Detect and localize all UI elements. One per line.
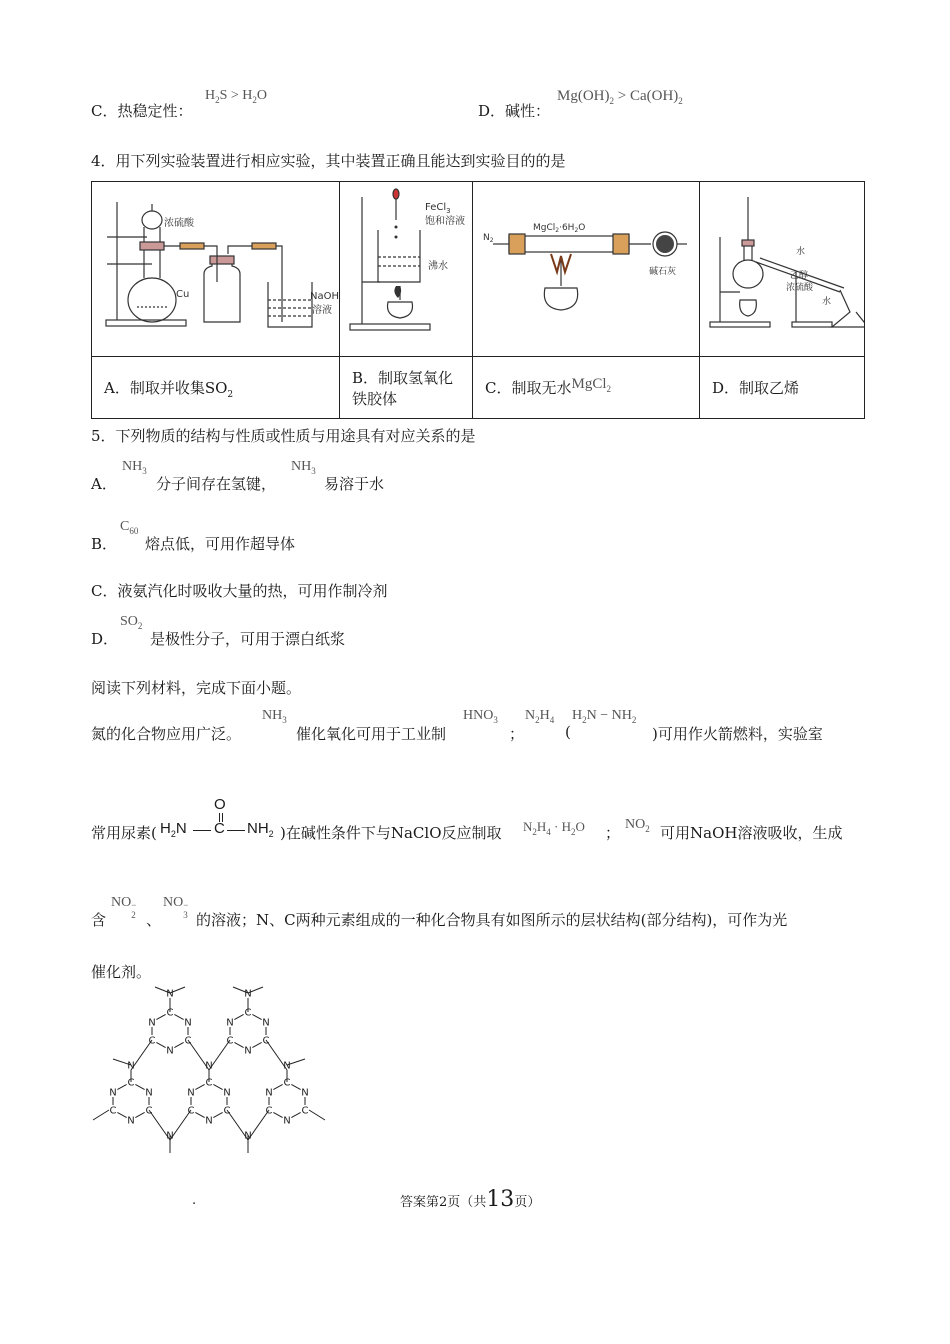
q3-option-c-formula: $H_2S > H_2O$ <box>205 88 268 105</box>
bond-line <box>291 1084 300 1089</box>
bond-line <box>252 1042 261 1047</box>
carbon-atom: C <box>265 1105 273 1117</box>
bond-line <box>291 1112 300 1117</box>
q3-option-c-label: C．热稳定性： <box>91 102 193 120</box>
q4-option-c: C．制取无水MgCl$_2$ <box>473 357 700 419</box>
nitrogen-atom: N <box>301 1087 309 1099</box>
nitrogen-atom: N <box>127 1115 135 1127</box>
nitrogen-atom: N <box>148 1017 156 1029</box>
fig-b-label-fecl3: FeCl$_3$ <box>425 202 451 215</box>
nitrogen-atom: N <box>244 1045 252 1057</box>
bond-line <box>195 1084 204 1089</box>
figure-d-cell <box>700 182 865 357</box>
q3-option-d-label: D．碱性： <box>478 102 551 120</box>
material-p1-a: 氮的化合物应用广泛。 <box>91 725 242 743</box>
bond-line <box>117 1112 126 1117</box>
nitrogen-atom: N <box>166 1045 174 1057</box>
bond-line <box>117 1084 126 1089</box>
carbon-atom: C <box>109 1105 117 1117</box>
nitrogen-atom: N <box>145 1087 153 1099</box>
material-p4: 催化剂。 <box>91 963 152 981</box>
q5-option-d-label: D． <box>91 630 119 648</box>
carbon-atom: C <box>205 1077 213 1089</box>
bond-line <box>174 1014 183 1019</box>
nitrogen-atom: N <box>166 988 174 1000</box>
nitrogen-atom: N <box>166 1130 174 1142</box>
bond-line <box>156 1014 165 1019</box>
apparatus-c-figure <box>473 182 699 352</box>
fig-a-label-cu: Cu <box>176 289 190 300</box>
bond-line <box>195 1112 204 1117</box>
bond-line <box>234 1014 243 1019</box>
q5-option-d-formula: $SO_2$ <box>120 614 143 631</box>
nitrogen-atom: N <box>109 1087 117 1099</box>
carbon-atom: C <box>127 1077 135 1089</box>
q3-option-d-formula: $Mg(OH)_2 > Ca(OH)_2$ <box>557 88 683 106</box>
carbon-atom: C <box>226 1035 234 1047</box>
nitrogen-atom: N <box>223 1087 231 1099</box>
material-p2-b: )在碱性条件下与NaClO反应制取 <box>280 824 502 842</box>
bond-line <box>156 1042 165 1047</box>
bond-line <box>135 1112 144 1117</box>
nitrogen-atom: N <box>184 1017 192 1029</box>
q5-option-a-label: A． <box>91 475 117 493</box>
nitrogen-atom: N <box>205 1115 213 1127</box>
nitrogen-atom: N <box>187 1087 195 1099</box>
material-p1-c: )可用作火箭燃料，实验室 <box>652 725 823 743</box>
carbon-atom: C <box>184 1035 192 1047</box>
q5-option-a-text-2: 易溶于水 <box>324 475 385 493</box>
nitrogen-atom: N <box>283 1060 291 1072</box>
q5-option-b-text: 熔点低，可用作超导体 <box>145 535 296 553</box>
q5-option-a-text-1: 分子间存在氢键， <box>156 475 277 493</box>
material-p2-hydrazine-hydrate: $N_2H_4 \cdot H_2O$ <box>523 819 585 837</box>
bond-line <box>174 1042 183 1047</box>
fig-b-label-boiling-water: 沸水 <box>428 261 448 272</box>
carbon-atom: C <box>262 1035 270 1047</box>
fig-d-label-water-in: 水 <box>796 247 806 257</box>
carbon-atom: C <box>148 1035 156 1047</box>
carbon-atom: C <box>166 1007 174 1019</box>
fig-d-label-ethanol: 乙醇 <box>790 271 809 281</box>
urea-bond-left <box>193 830 211 831</box>
q4-option-b: B．制取氢氧化 铁胶体 <box>340 357 473 419</box>
nitrogen-atom: N <box>265 1087 273 1099</box>
nitrogen-atom: N <box>205 1060 213 1072</box>
material-p3-nitrate: NO − 3 <box>163 895 189 920</box>
carbon-nitride-structure <box>85 985 345 1160</box>
experiment-table <box>91 181 865 419</box>
material-p3-separator: 、 <box>146 911 162 929</box>
carbon-atom: C <box>223 1105 231 1117</box>
urea-bond-right <box>227 830 245 831</box>
nitrogen-atom: N <box>283 1115 291 1127</box>
material-p3-b: 的溶液；N、C两种元素组成的一种化合物具有如图所示的层状结构(部分结构)，可作为光 <box>196 911 788 929</box>
q4-option-a: A．制取并收集$SO_2$ <box>92 357 340 419</box>
carbon-atom: C <box>301 1105 309 1117</box>
q5-option-b-formula: $C_{60}$ <box>120 519 139 536</box>
q4-stem: 4．用下列实验装置进行相应实验，其中装置正确且能达到实验目的的是 <box>91 152 566 170</box>
q5-option-a-formula-1: $NH_3$ <box>122 459 147 476</box>
material-p2-c: 可用NaOH溶液吸收，生成 <box>660 824 843 842</box>
bond-line <box>213 1084 222 1089</box>
q4-option-d: D．制取乙烯 <box>700 357 865 419</box>
material-p1-paren: ( <box>565 723 571 741</box>
material-p2-semicolon: ； <box>605 824 621 842</box>
material-intro: 阅读下列材料，完成下面小题。 <box>91 679 302 697</box>
urea-oxygen: O <box>214 796 226 813</box>
nitrogen-atom: N <box>244 988 252 1000</box>
apparatus-b-figure <box>340 182 472 352</box>
q5-stem: 5．下列物质的结构与性质或性质与用途具有对应关系的是 <box>91 427 476 445</box>
q5-option-a-formula-2: $NH_3$ <box>291 459 316 476</box>
fig-b-label-saturated: 饱和溶液 <box>425 216 465 227</box>
urea-left-group: $H_2N$ <box>160 820 187 839</box>
material-p1-hno3: $HNO_3$ <box>463 708 498 725</box>
carbon-atom: C <box>145 1105 153 1117</box>
nitrogen-atom: N <box>262 1017 270 1029</box>
fig-a-label-naoh: NaOH <box>310 291 339 302</box>
footer-dot: . <box>192 1193 197 1208</box>
material-p2-a: 常用尿素( <box>91 824 157 842</box>
nitrogen-atom: N <box>127 1060 135 1072</box>
figure-a-cell <box>92 182 340 357</box>
fig-c-label-soda-lime: 碱石灰 <box>649 267 677 277</box>
bond-line <box>273 1084 282 1089</box>
carbon-atom: C <box>283 1077 291 1089</box>
urea-structure <box>160 796 280 844</box>
fig-c-label-mgcl2: $MgCl_2\cdot 6H_2O$ <box>533 223 586 234</box>
figure-c-cell <box>473 182 700 357</box>
fig-a-label-conc-acid: 浓硫酸 <box>164 218 194 229</box>
nitrogen-atom: N <box>244 1130 252 1142</box>
q5-option-d-text: 是极性分子，可用于漂白纸浆 <box>150 630 346 648</box>
fig-a-label-solution: 溶液 <box>312 305 332 316</box>
urea-carbon: C <box>214 820 225 837</box>
nitrogen-atom: N <box>226 1017 234 1029</box>
material-p1-b: 催化氧化可用于工业制 <box>296 725 447 743</box>
material-p1-h2n-nh2: $H_2N - NH_2$ <box>572 708 637 725</box>
q5-option-c-text: C．液氨汽化时吸收大量的热，可用作制冷剂 <box>91 582 388 600</box>
urea-right-group: $NH_2$ <box>247 820 274 839</box>
material-p3-a: 含 <box>91 911 107 929</box>
figure-b-cell <box>340 182 473 357</box>
bond-line <box>234 1042 243 1047</box>
apparatus-a-figure <box>92 182 339 352</box>
material-p3-nitrite: NO − 2 <box>111 895 137 920</box>
carbon-atom: C <box>244 1007 252 1019</box>
carbon-atom: C <box>187 1105 195 1117</box>
material-p1-nh3: $NH_3$ <box>262 708 287 725</box>
q5-option-b-label: B． <box>91 535 118 553</box>
bond-line <box>309 1110 325 1120</box>
material-p1-n2h4: $N_2H_4$ <box>525 708 555 725</box>
bond-line <box>135 1084 144 1089</box>
apparatus-d-figure <box>700 182 864 352</box>
fig-d-label-water-out: 水 <box>822 297 832 307</box>
page-footer: 答案第2页（共13页） <box>400 1187 541 1212</box>
material-p2-no2: $NO_2$ <box>625 817 650 834</box>
fig-d-label-conc-h2so4: 浓硫酸 <box>786 283 814 293</box>
bond-line <box>213 1112 222 1117</box>
fig-c-label-n2: $N_2$ <box>483 233 494 244</box>
bond-line <box>252 1014 261 1019</box>
bond-line <box>93 1110 109 1120</box>
material-p1-semicolon: ； <box>509 725 525 743</box>
bond-line <box>273 1112 282 1117</box>
